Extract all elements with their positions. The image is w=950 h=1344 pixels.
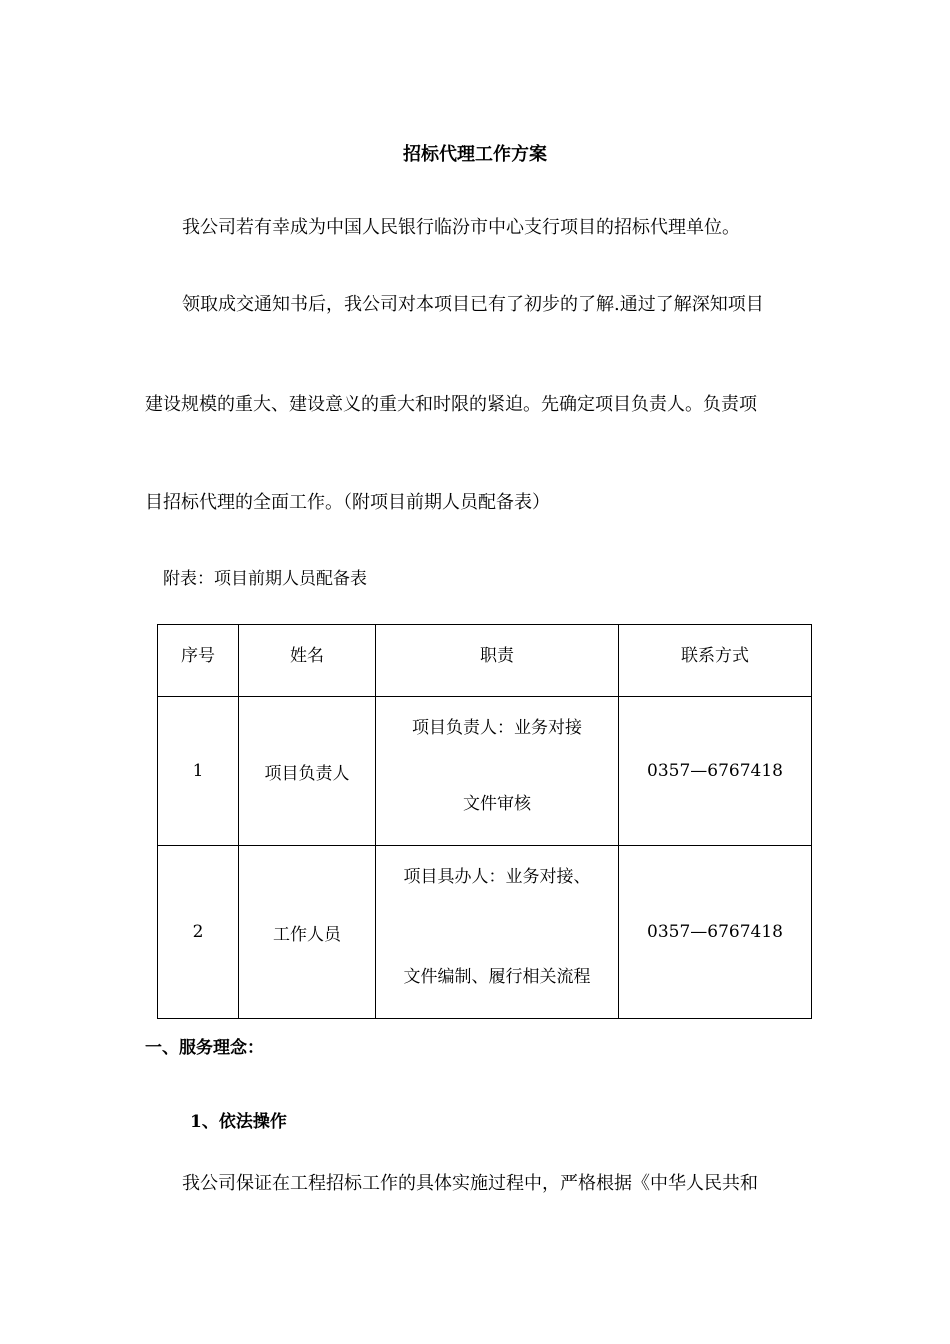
row-duty-cell bbox=[376, 846, 619, 1019]
row-duty-cell bbox=[376, 697, 619, 846]
header-duty: 职责 bbox=[480, 646, 514, 666]
subsection-heading: 1、依法操作 bbox=[190, 1112, 287, 1132]
paragraph-line-2: 建设规模的重大、建设意义的重大和时限的紧迫。先确定项目负责人。负责项 bbox=[145, 394, 757, 415]
header-cell bbox=[619, 625, 812, 697]
header-contact: 联系方式 bbox=[681, 646, 749, 666]
paragraph-intro: 我公司若有幸成为中国人民银行临汾市中心支行项目的招标代理单位。 bbox=[182, 217, 740, 238]
header-cell bbox=[239, 625, 376, 697]
row-name-cell bbox=[239, 697, 376, 846]
table-row bbox=[158, 846, 812, 1019]
duty-line: 文件编制、履行相关流程 bbox=[403, 967, 591, 987]
header-cell bbox=[376, 625, 619, 697]
duty-line: 文件审核 bbox=[463, 794, 531, 814]
closing-paragraph: 我公司保证在工程招标工作的具体实施过程中，严格根据《中华人民共和 bbox=[182, 1173, 758, 1194]
row-name: 项目负责人 bbox=[264, 763, 350, 784]
header-cell bbox=[158, 625, 239, 697]
row-name: 工作人员 bbox=[273, 924, 341, 945]
staff-table bbox=[157, 624, 812, 1019]
document-title: 招标代理工作方案 bbox=[403, 144, 547, 165]
row-contact: 0357—6767418 bbox=[647, 922, 783, 942]
table-row bbox=[158, 697, 812, 846]
row-no: 1 bbox=[192, 761, 204, 781]
duty-line: 项目负责人：业务对接 bbox=[412, 718, 582, 738]
paragraph-line-1: 领取成交通知书后，我公司对本项目已有了初步的了解.通过了解深知项目 bbox=[182, 294, 764, 315]
row-no-cell bbox=[158, 697, 239, 846]
row-no-cell bbox=[158, 846, 239, 1019]
header-no: 序号 bbox=[181, 646, 215, 666]
row-contact-cell bbox=[619, 846, 812, 1019]
row-name-cell bbox=[239, 846, 376, 1019]
section-heading: 一、服务理念： bbox=[145, 1038, 264, 1058]
table-caption: 附表：项目前期人员配备表 bbox=[163, 569, 367, 589]
paragraph-line-3: 目招标代理的全面工作。（附项目前期人员配备表） bbox=[145, 492, 550, 513]
row-no: 2 bbox=[192, 922, 204, 942]
duty-line: 项目具办人：业务对接、 bbox=[403, 867, 591, 887]
header-name: 姓名 bbox=[290, 646, 324, 666]
row-contact-cell bbox=[619, 697, 812, 846]
table-header-row bbox=[158, 625, 812, 697]
row-contact: 0357—6767418 bbox=[647, 761, 783, 781]
